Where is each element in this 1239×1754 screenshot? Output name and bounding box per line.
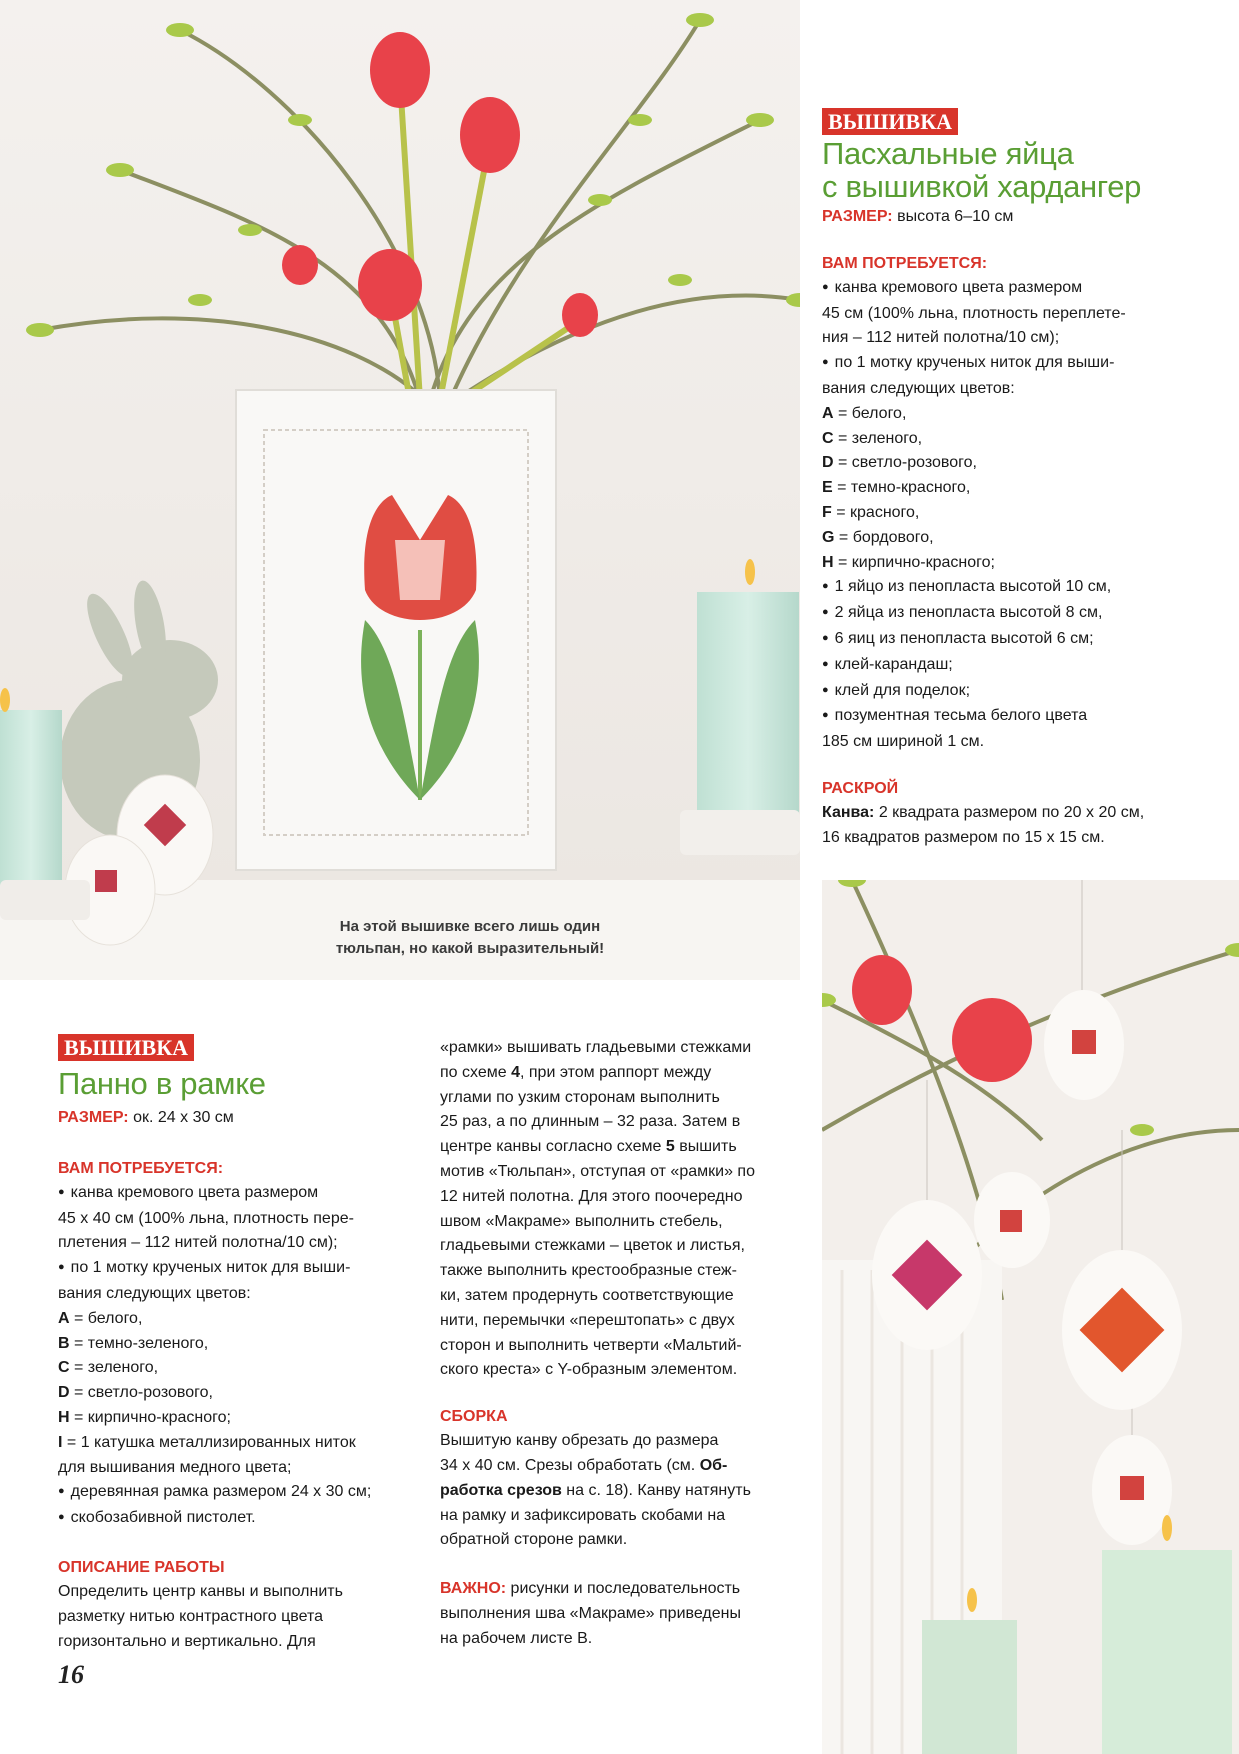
color-item: [822, 451, 1192, 476]
color-item: [822, 402, 1192, 427]
color-text: = кирпично-красного;: [833, 553, 995, 571]
text-line: сторон и выполнить четверти «Мальтий-: [440, 1336, 742, 1354]
size-line: [58, 1106, 413, 1131]
text-fragment: вышить: [674, 1138, 737, 1156]
text-line: ского креста» с Y-образным элементом.: [440, 1361, 738, 1379]
text-line: нити, перемычки «перештопать» с двух: [440, 1311, 735, 1329]
photo-eggs-illustration: [822, 880, 1239, 1754]
work-description-continued: [440, 1036, 795, 1383]
materials-list: [822, 276, 1192, 755]
assembly-heading: СБОРКА: [440, 1408, 508, 1426]
text-line: Вышитую канву обрезать до размера: [440, 1432, 719, 1450]
text-fragment: по схеме: [440, 1063, 512, 1081]
text-line: также выполнить крестообразные стеж-: [440, 1262, 737, 1280]
color-code: H: [822, 553, 834, 571]
color-code: C: [58, 1359, 70, 1377]
text-fragment: на с. 18). Канву натянуть: [561, 1481, 751, 1499]
materials-line: ● скобозабивной пистолет.: [58, 1506, 413, 1532]
materials-line: ● канва кремового цвета размером: [58, 1181, 413, 1207]
schema-number: 4: [511, 1063, 520, 1081]
color-code: C: [822, 429, 834, 447]
text-line: выполнения шва «Макраме» приведены: [440, 1604, 741, 1622]
work-description-text: [58, 1580, 413, 1654]
materials-heading: ВАМ ПОТРЕБУЕТСЯ:: [822, 254, 988, 272]
color-code: A: [58, 1309, 70, 1327]
color-item: [58, 1431, 413, 1456]
color-text: = белого,: [833, 404, 907, 422]
color-item: [58, 1381, 413, 1406]
color-code: H: [58, 1408, 70, 1426]
photo-caption: [300, 916, 640, 960]
schema-number: 5: [665, 1138, 675, 1156]
color-text: = зеленого,: [833, 429, 923, 447]
text-line: «рамки» вышивать гладьевыми стежками: [440, 1039, 752, 1056]
materials-line: плетения – 112 нитей полотна/10 см);: [58, 1234, 338, 1252]
text-line: углами по узким сторонам выполнить: [440, 1088, 720, 1106]
text-line: ки, затем продернуть соответствующие: [440, 1286, 734, 1304]
assembly-text: [440, 1429, 795, 1553]
materials-line: 45 х 40 см (100% льна, плотность пере-: [58, 1209, 354, 1227]
color-item: [58, 1356, 413, 1381]
color-item: [822, 476, 1192, 501]
color-code: D: [822, 454, 834, 472]
photo-easter-eggs-hanging: [822, 880, 1239, 1754]
color-item: [822, 526, 1192, 551]
text-line: гладьевыми стежками – цветок и листья,: [440, 1237, 745, 1255]
article-easter-eggs: [822, 108, 1192, 851]
color-code: E: [822, 479, 833, 497]
materials-line: 45 см (100% льна, плотность переплете-: [822, 304, 1126, 322]
color-text: = темно-зеленого,: [69, 1334, 209, 1352]
important-note: [440, 1577, 795, 1651]
color-code: G: [822, 528, 835, 546]
text-line: [440, 1135, 795, 1160]
cutting-label: Канва:: [822, 803, 875, 821]
photo-framed-tulip-illustration: [0, 0, 800, 980]
article-title: Панно в рамке: [58, 1066, 266, 1101]
text-line: на рабочем листе B.: [440, 1629, 593, 1647]
color-text: = бордового,: [834, 528, 934, 546]
color-item: [822, 427, 1192, 452]
text-fragment: , при этом раппорт между: [519, 1063, 712, 1081]
text-line: горизонтально и вертикально. Для: [58, 1632, 316, 1650]
article-title: [822, 137, 1192, 203]
size-label: РАЗМЕР:: [58, 1109, 129, 1126]
materials-list: [58, 1181, 413, 1532]
text-line: обратной стороне рамки.: [440, 1531, 628, 1549]
photo-framed-tulip-embroidery: [0, 0, 800, 980]
color-item: [58, 1406, 413, 1431]
text-fragment: центре канвы согласно схеме: [440, 1138, 666, 1156]
size-value: ок. 24 х 30 см: [128, 1109, 234, 1126]
color-code: A: [822, 404, 834, 422]
materials-line: ● 2 яйца из пенопласта высотой 8 см,: [822, 601, 1192, 627]
text-line: швом «Макраме» выполнить стебель,: [440, 1212, 723, 1230]
cutting-line: 2 квадрата размером по 20 х 20 см,: [874, 803, 1145, 821]
article-title-line2: с вышивкой хардангер: [822, 169, 1142, 204]
text-line: Определить центр канвы и выполнить: [58, 1582, 343, 1600]
text-fragment-bold: работка срезов: [440, 1481, 562, 1499]
color-code: B: [58, 1334, 70, 1352]
photo-caption-line1: На этой вышивке всего лишь один: [339, 918, 601, 935]
text-line: разметку нитью контрастного цвета: [58, 1607, 323, 1625]
article-title-line1: Пасхальные яйца: [822, 136, 1074, 171]
article-framed-panel: [58, 1034, 413, 1654]
cutting-text: [822, 801, 1192, 851]
page-number: 16: [58, 1660, 84, 1689]
text-line: 25 раз, а по длинным – 32 раза. Затем в: [440, 1113, 741, 1131]
color-item: [822, 551, 1192, 576]
materials-line: ● по 1 мотку крученых ниток для выши-: [58, 1256, 413, 1282]
size-label: РАЗМЕР:: [822, 208, 893, 225]
materials-line: ● по 1 мотку крученых ниток для выши-: [822, 351, 1192, 377]
text-line: [440, 1479, 795, 1504]
materials-line: ● клей-карандаш;: [822, 653, 1192, 679]
cutting-line: 16 квадратов размером по 15 х 15 см.: [822, 828, 1105, 846]
color-text: = кирпично-красного;: [69, 1408, 231, 1426]
size-line: [822, 205, 1192, 230]
color-text: = 1 катушка металлизированных ниток: [62, 1433, 356, 1451]
materials-line: для вышивания медного цвета;: [58, 1458, 292, 1476]
materials-line: ● канва кремового цвета размером: [822, 276, 1192, 302]
size-value: высота 6–10 см: [892, 208, 1014, 225]
materials-line: 185 см шириной 1 см.: [822, 733, 985, 751]
color-code: F: [822, 503, 832, 521]
text-line: [440, 1061, 795, 1086]
color-code: D: [58, 1384, 70, 1402]
materials-line: вания следующих цветов:: [58, 1284, 251, 1302]
important-label: ВАЖНО:: [440, 1580, 507, 1598]
color-text: = зеленого,: [69, 1359, 159, 1377]
article-framed-panel-continued: [440, 1036, 795, 1652]
color-code: I: [58, 1433, 63, 1451]
text-line: [440, 1454, 795, 1479]
text-line: на рамку и зафиксировать скобами на: [440, 1506, 726, 1524]
color-text: = темно-красного,: [832, 479, 971, 497]
section-tag: ВЫШИВКА: [58, 1034, 194, 1061]
materials-line: ● 6 яиц из пенопласта высотой 6 см;: [822, 627, 1192, 653]
work-description-heading: ОПИСАНИЕ РАБОТЫ: [58, 1558, 225, 1576]
materials-line: вания следующих цветов:: [822, 379, 1015, 397]
materials-heading: ВАМ ПОТРЕБУЕТСЯ:: [58, 1159, 224, 1177]
materials-line: ● деревянная рамка размером 24 х 30 см;: [58, 1480, 413, 1506]
text-line: 12 нитей полотна. Для этого поочередно: [440, 1187, 743, 1205]
color-item: [58, 1332, 413, 1357]
text-fragment: рисунки и последовательность: [506, 1580, 741, 1598]
color-text: = белого,: [69, 1309, 143, 1327]
photo-caption-line2: тюльпан, но какой выразительный!: [335, 940, 605, 957]
materials-line: ● клей для поделок;: [822, 679, 1192, 705]
text-fragment: 34 х 40 см. Срезы обработать (см.: [440, 1456, 700, 1474]
materials-line: ния – 112 нитей полотна/10 см);: [822, 329, 1060, 347]
color-item: [58, 1307, 413, 1332]
color-text: = красного,: [831, 503, 920, 521]
color-item: [822, 501, 1192, 526]
cutting-heading: РАСКРОЙ: [822, 779, 899, 797]
text-fragment-bold: Об-: [699, 1456, 728, 1474]
text-line: мотив «Тюльпан», отступая от «рамки» по: [440, 1162, 755, 1180]
materials-line: ● 1 яйцо из пенопласта высотой 10 см,: [822, 575, 1192, 601]
color-text: = светло-розового,: [69, 1384, 213, 1402]
section-tag: ВЫШИВКА: [822, 108, 958, 135]
color-text: = светло-розового,: [833, 454, 977, 472]
materials-line: ● позументная тесьма белого цвета: [822, 704, 1192, 730]
